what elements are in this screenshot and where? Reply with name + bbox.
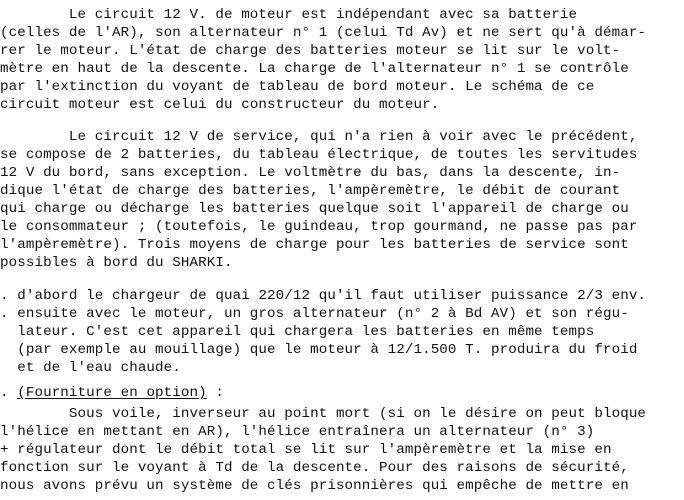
- text-line: par l'extinction du voyant de tableau de bord moteur. Le schéma de ce: [0, 79, 595, 95]
- text-line: dique l'état de charge des batteries, l'ampèremètre, le débit de courant: [0, 183, 621, 199]
- text-line: le consommateur ; (toutefois, le guindeau, trop gourmand, ne passe pas par: [0, 219, 638, 235]
- list-bullet: .: [0, 385, 18, 401]
- list-item: . ensuite avec le moteur, un gros alternateur (n° 2 à Bd AV) et son régu-: [0, 306, 629, 322]
- text-line: (par exemple au mouillage) que le moteur à 12/1.500 T. produira du froid: [0, 342, 638, 358]
- text-line: Le circuit 12 V de service, qui n'a rien à voir avec le précédent,: [0, 129, 638, 145]
- text-line: rer le moteur. L'état de charge des batteries moteur se lit sur le volt-: [0, 43, 621, 59]
- list-item: . d'abord le chargeur de quai 220/12 qu'il faut utiliser puissance 2/3 env.: [0, 288, 647, 304]
- text-line: + régulateur dont le débit total se lit sur l'ampèremètre et la mise en: [0, 442, 612, 458]
- text-line: mètre en haut de la descente. La charge de l'alternateur n° 1 se contrôle: [0, 61, 629, 77]
- text-line: lateur. C'est cet appareil qui chargera les batteries en même temps: [0, 324, 595, 340]
- text-line: Sous voile, inverseur au point mort (si on le désire on peut bloque: [0, 406, 647, 422]
- text-line: (celles de l'AR), son alternateur n° 1 (celui Td Av) et ne sert qu'à démar-: [0, 25, 647, 41]
- option-heading-line: [0, 384, 224, 402]
- text-line: fonction sur le voyant à Td de la descente. Pour des raisons de sécurité,: [0, 460, 629, 476]
- text-line: se compose de 2 batteries, du tableau électrique, de toutes les servitudes: [0, 147, 638, 163]
- text-line: et de l'eau chaude.: [0, 360, 181, 376]
- text-line: possibles à bord du SHARKI.: [0, 255, 233, 271]
- option-heading: (Fourniture en option): [17, 385, 207, 401]
- text-line: Le circuit 12 V. de moteur est indépendant avec sa batterie: [0, 7, 578, 23]
- text-line: nous avons prévu un système de clés prisonnières qui empêche de mettre en: [0, 478, 629, 494]
- option-colon: :: [206, 385, 224, 401]
- text-line: l'ampèremètre). Trois moyens de charge pour les batteries de service sont: [0, 237, 629, 253]
- text-line: circuit moteur est celui du constructeur du moteur.: [0, 97, 440, 113]
- text-line: qui charge ou décharge les batteries quelque soit l'appareil de charge ou: [0, 201, 629, 217]
- text-line: 12 V du bord, sans exception. Le voltmètre du bas, dans la descente, in-: [0, 165, 621, 181]
- text-line: l'hélice en mettant en AR), l'hélice entraînera un alternateur (n° 3): [0, 424, 595, 440]
